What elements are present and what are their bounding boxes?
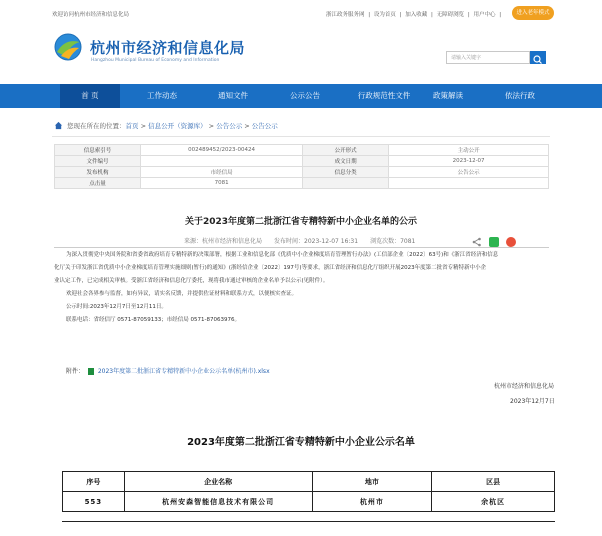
list-title: 2023年度第二批浙江省专精特新中小企业公示名单: [187, 437, 415, 448]
top-link-sep: |: [499, 12, 502, 18]
article-paragraph: 为深入贯彻党中央国务院和省委省政府培育专精特新的决策部署，根据工业和信息化部《优质中小企业梯度培育管理暂行办法》(工信部企业〔2022〕63号)和《浙江省经济和信息: [66, 252, 499, 258]
meta-value: 7081: [141, 178, 303, 189]
home-icon: [54, 121, 63, 130]
top-link-favorite[interactable]: 加入收藏: [405, 12, 428, 18]
search-button[interactable]: [530, 51, 546, 64]
meta-key: 文件编号: [55, 156, 141, 167]
breadcrumb-sep: >: [206, 122, 217, 130]
signature-date: 2023年12月7日: [510, 398, 555, 405]
nav-work-news[interactable]: 工作动态: [147, 91, 177, 100]
table-header-row: [63, 472, 555, 492]
top-link-set-home[interactable]: 设为首页: [373, 12, 396, 18]
xlsx-file-icon: [88, 368, 94, 375]
column-header: 地市: [312, 472, 432, 492]
column-header: 序号: [63, 472, 125, 492]
top-links: [326, 10, 503, 18]
nav-policy-interpretation[interactable]: 政策解读: [433, 91, 463, 100]
meta-key: [303, 178, 389, 189]
company-list-table: [62, 471, 555, 512]
table-next-row-edge: [62, 518, 555, 522]
breadcrumb-text: [67, 121, 278, 130]
article-paragraph: 公示时间:2023年12月7日至12月11日。: [66, 304, 167, 310]
table-row: [63, 492, 555, 512]
meta-value: [141, 156, 303, 167]
search-icon: [530, 53, 546, 66]
nav-law-admin[interactable]: 依法行政: [505, 91, 535, 100]
breadcrumb-announcements[interactable]: 公告公示: [216, 122, 243, 130]
divider: [54, 247, 549, 248]
top-link-accessibility[interactable]: 无障碍浏览: [436, 12, 465, 18]
meta-value: 主动公开: [389, 145, 549, 156]
share-icon[interactable]: [472, 237, 482, 247]
main-nav: [0, 84, 602, 108]
article-info: 来源：杭州市经济和信息化局 发布时间：2023-12-07 16:31 浏览次数：7081: [184, 238, 416, 245]
nav-announcements[interactable]: 公示公告: [290, 91, 320, 100]
breadcrumb-sep: >: [138, 122, 149, 130]
cell-district: 余杭区: [432, 492, 555, 512]
meta-key: 成文日期: [303, 156, 389, 167]
column-header: 区县: [432, 472, 555, 492]
article-title: 关于2023年度第二批浙江省专精特新中小企业名单的公示: [184, 217, 418, 227]
breadcrumb-prefix: 您现在所在的位置：: [67, 122, 126, 130]
elder-mode-button[interactable]: 进入老年模式: [512, 6, 554, 20]
bureau-logo-icon[interactable]: [53, 32, 83, 62]
meta-key: 信息索引号: [55, 145, 141, 156]
article-paragraph: 业认定工作，已完成相关审核。受浙江省经济和信息化厅委托，现将我市通过审核的企业名单予以公示(见附件）。: [54, 278, 329, 284]
top-link-user-center[interactable]: 用户中心: [473, 12, 496, 18]
meta-row: [55, 156, 549, 167]
cell-index: 553: [63, 492, 125, 512]
attachment-label: 附件：: [66, 368, 85, 375]
article-paragraph: 化厅关于印发浙江省优质中小企业梯度培育管理实施细则(暂行)的通知》(浙经信企业〔2022〕197号)等要求，浙江省经济和信息化厅组织开展2023年度第二批省专精特新中小企: [54, 265, 487, 271]
top-link-gov-service[interactable]: 浙江政务服务网: [326, 12, 365, 18]
meta-key: 信息分类: [303, 167, 389, 178]
breadcrumb-sep: >: [242, 122, 252, 130]
search-input[interactable]: 请输入关键字: [446, 51, 530, 64]
meta-value: 2023-12-07: [389, 156, 549, 167]
meta-value: [389, 178, 549, 189]
breadcrumb-announcements-current[interactable]: 公告公示: [251, 122, 278, 130]
article-paragraph: 联系电话：省经信厅 0571-87059133；市经信局 0571-87063976。: [66, 317, 240, 323]
meta-value: 市经信局: [141, 167, 303, 178]
meta-value: 公告公示: [389, 167, 549, 178]
meta-key: 点击量: [55, 178, 141, 189]
top-link-sep: |: [368, 12, 371, 18]
meta-key: 发布机构: [55, 167, 141, 178]
document-meta-table: [54, 144, 549, 189]
attachment: [66, 366, 270, 375]
meta-row: [55, 167, 549, 178]
welcome-text: 欢迎访问杭州市经济和信息化局: [52, 12, 130, 18]
meta-row: [55, 178, 549, 189]
breadcrumb-info-public[interactable]: 信息公开（资源库）: [148, 122, 207, 130]
top-link-sep: |: [467, 12, 470, 18]
top-link-sep: |: [431, 12, 433, 18]
signature-org: 杭州市经济和信息化局: [494, 383, 555, 390]
share-bar: [470, 232, 516, 251]
breadcrumb-home[interactable]: 首页: [125, 122, 139, 130]
nav-normative-docs[interactable]: 行政规范性文件: [357, 91, 411, 100]
wechat-icon[interactable]: [489, 237, 499, 247]
article-paragraph: 欢迎社会各界参与监督，如有异议，请实名反馈，并提供佐证材料和联系方式，以便核实查证。: [66, 291, 298, 297]
column-header: 企业名称: [124, 472, 312, 492]
top-link-sep: |: [399, 12, 402, 18]
meta-key: 公开形式: [303, 145, 389, 156]
nav-notices[interactable]: 通知文件: [218, 91, 248, 100]
site-subtitle: Hangzhou Municipal Bureau of Economy and Information: [91, 58, 220, 63]
meta-value: 002489452/2023-00424: [141, 145, 303, 156]
weibo-icon[interactable]: [506, 237, 516, 247]
cell-city: 杭州市: [312, 492, 432, 512]
site-title: 杭州市经济和信息化局: [90, 39, 246, 57]
meta-row: [55, 145, 549, 156]
cell-company: 杭州安森智能信息技术有限公司: [124, 492, 312, 512]
nav-home[interactable]: 首 页: [60, 84, 120, 108]
attachment-link[interactable]: 2023年度第二批浙江省专精特新中小企业公示名单(杭州市).xlsx: [97, 368, 270, 375]
